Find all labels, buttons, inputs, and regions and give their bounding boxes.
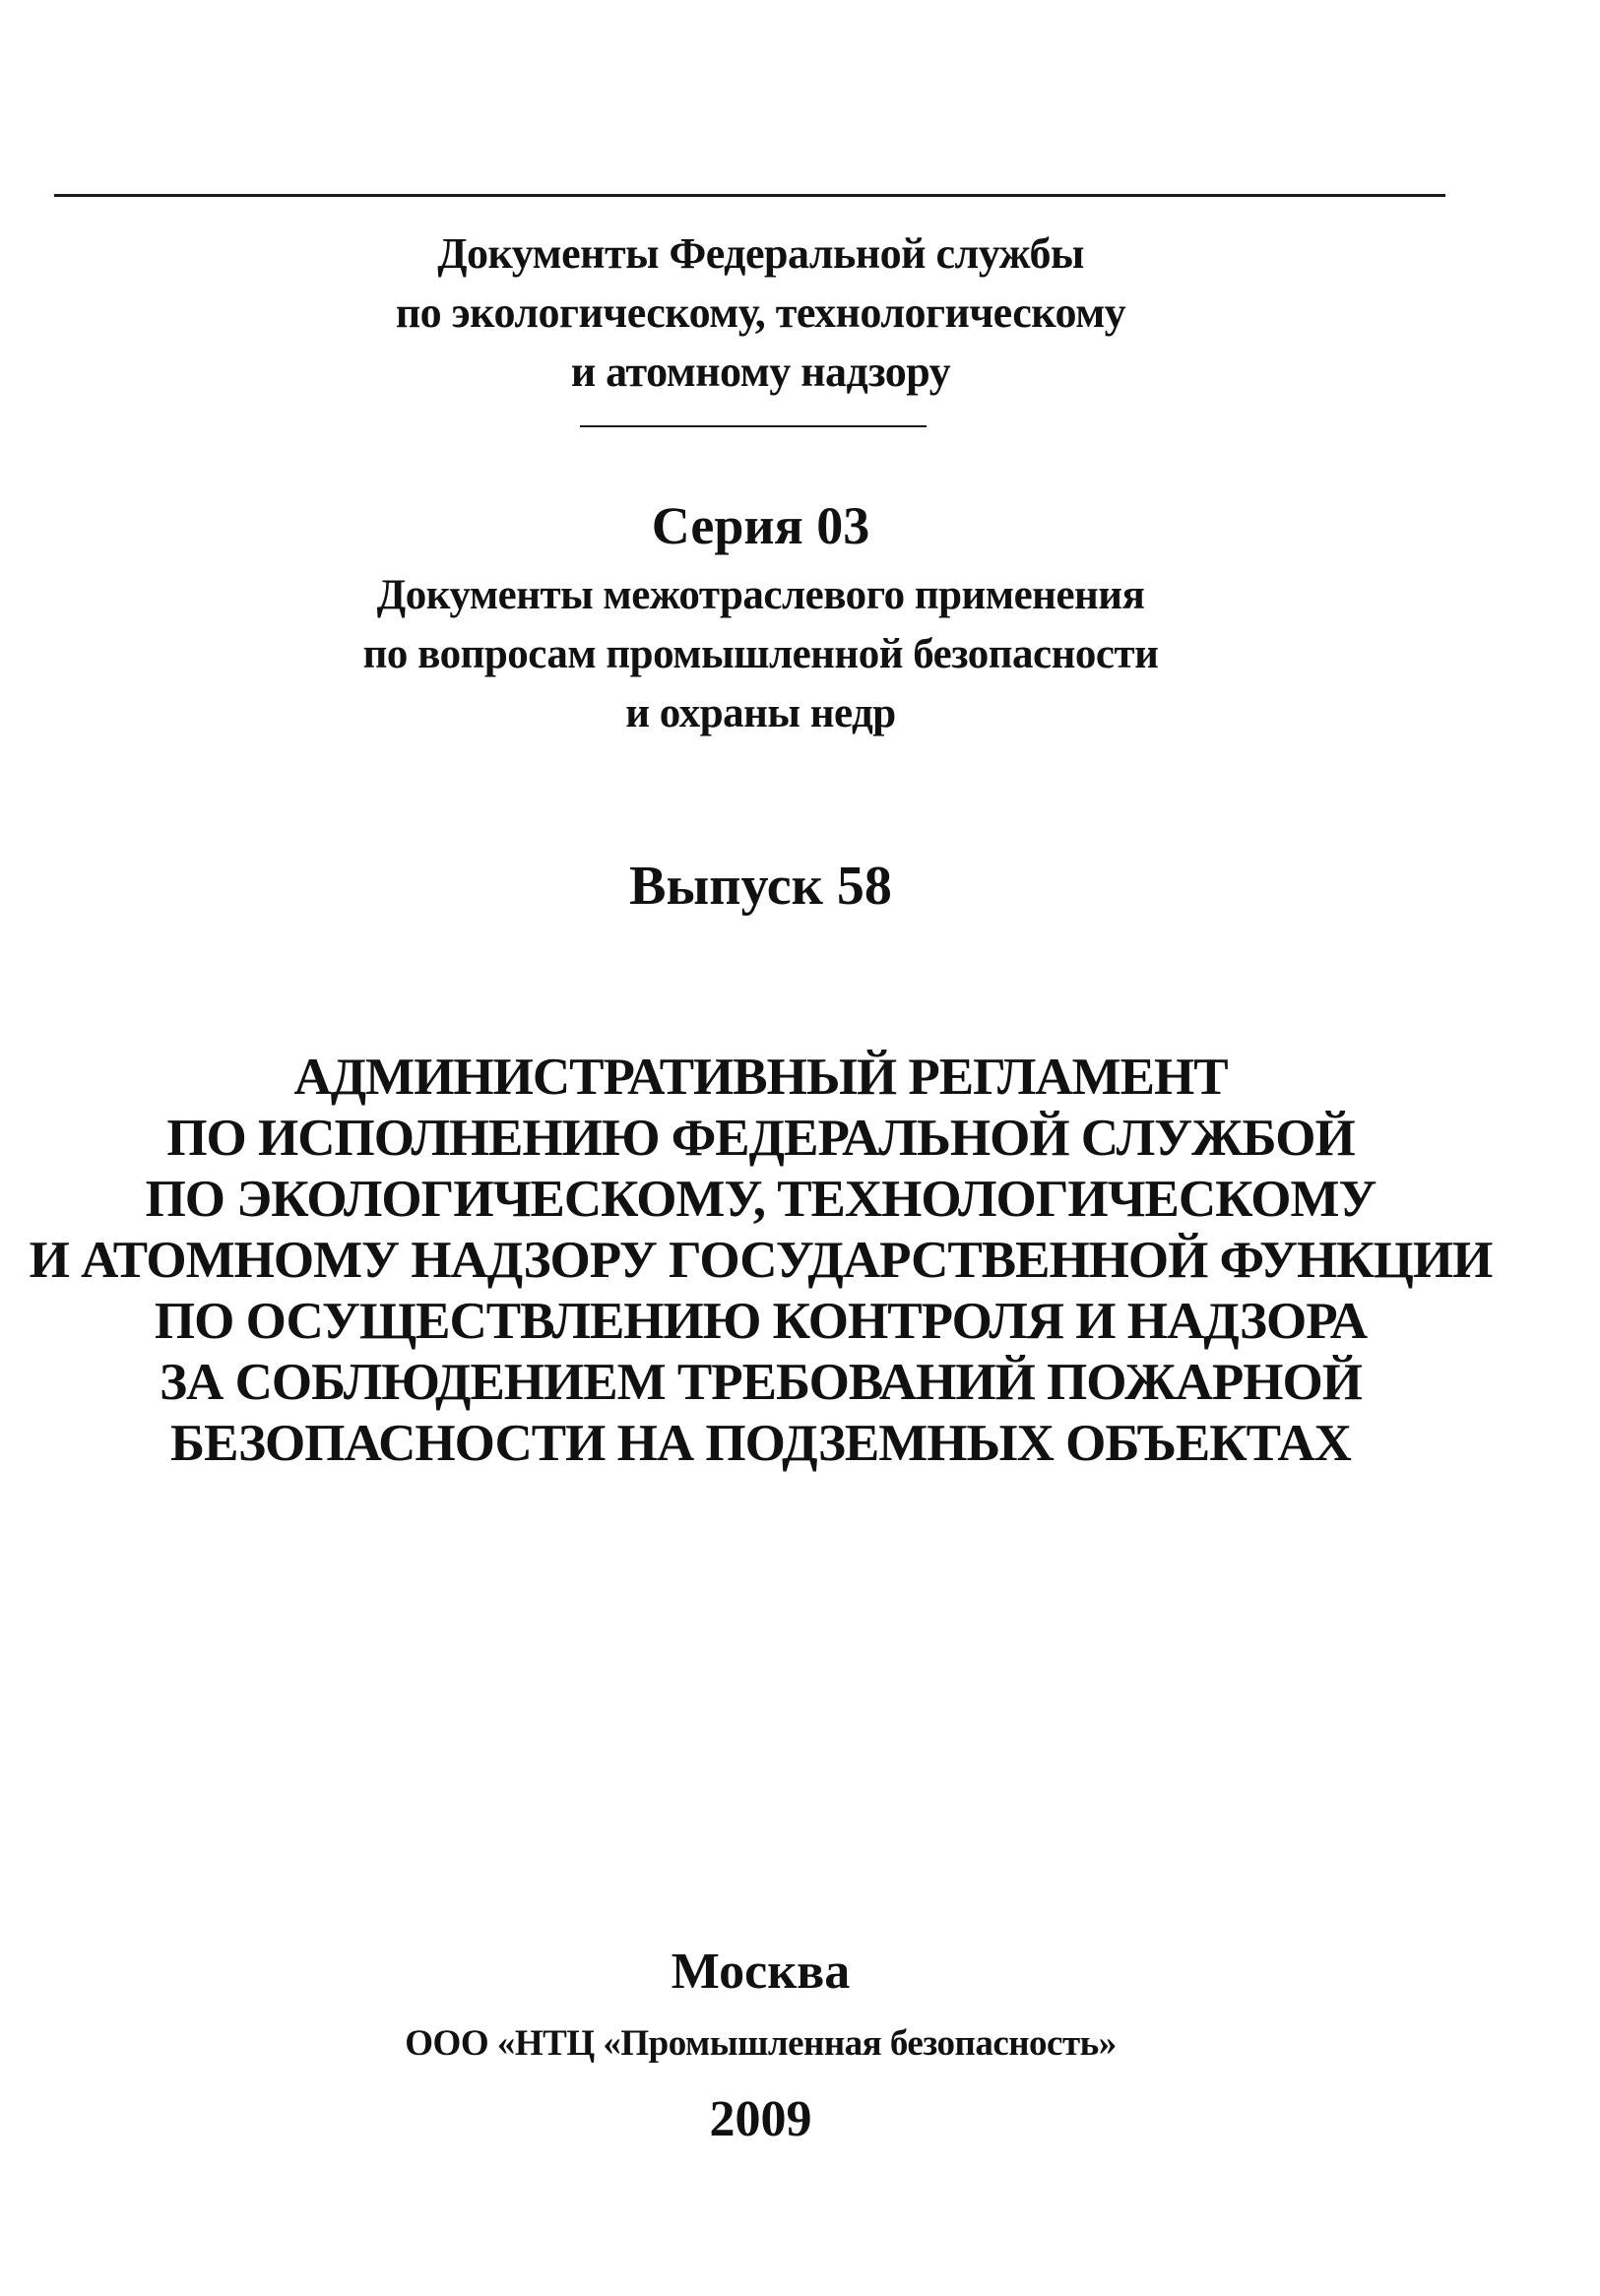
series-description-line: и охраны недр xyxy=(625,690,896,736)
agency-heading-line: по экологическому, технологическому xyxy=(395,288,1126,337)
issue-number-text: Выпуск 58 xyxy=(629,856,892,917)
issue-number xyxy=(0,852,1521,921)
document-title-line: ПО ОСУЩЕСТВЛЕНИЮ КОНТРОЛЯ И НАДЗОРА xyxy=(154,1293,1368,1350)
series-title xyxy=(0,492,1521,559)
imprint-city xyxy=(0,1940,1521,2005)
document-title-line: ПО ИСПОЛНЕНИЮ ФЕДЕРАЛЬНОЙ СЛУЖБОЙ xyxy=(166,1110,1355,1167)
document-title-line: ЗА СОБЛЮДЕНИЕМ ТРЕБОВАНИЙ ПОЖАРНОЙ xyxy=(160,1354,1362,1411)
document-title-line: И АТОМНОМУ НАДЗОРУ ГОСУДАРСТВЕННОЙ ФУНКЦИИ xyxy=(29,1232,1493,1289)
series-title-text: Серия 03 xyxy=(651,496,870,555)
imprint-city-text: Москва xyxy=(671,1944,851,2000)
document-title-line: АДМИНИСТРАТИВНЫЙ РЕГЛАМЕНТ xyxy=(293,1049,1228,1106)
document-title-line: ПО ЭКОЛОГИЧЕСКОМУ, ТЕХНОЛОГИЧЕСКОМУ xyxy=(145,1171,1376,1228)
agency-heading xyxy=(0,224,1521,402)
imprint-year xyxy=(0,2087,1521,2152)
series-description-line: по вопросам промышленной безопасности xyxy=(362,631,1159,677)
imprint-publisher-text: ООО «НТЦ «Промышленная безопасность» xyxy=(405,2023,1117,2064)
heading-divider xyxy=(580,425,927,427)
agency-heading-line: и атомному надзору xyxy=(570,348,951,396)
document-title xyxy=(0,1047,1521,1474)
imprint-publisher xyxy=(0,2019,1521,2069)
series-description xyxy=(0,566,1521,743)
top-rule xyxy=(54,194,1445,197)
document-title-line: БЕЗОПАСНОСТИ НА ПОДЗЕМНЫХ ОБЪЕКТАХ xyxy=(170,1415,1351,1472)
imprint-year-text: 2009 xyxy=(709,2091,812,2147)
agency-heading-line: Документы Федеральной службы xyxy=(437,229,1084,278)
series-description-line: Документы межотраслевого применения xyxy=(376,572,1145,618)
